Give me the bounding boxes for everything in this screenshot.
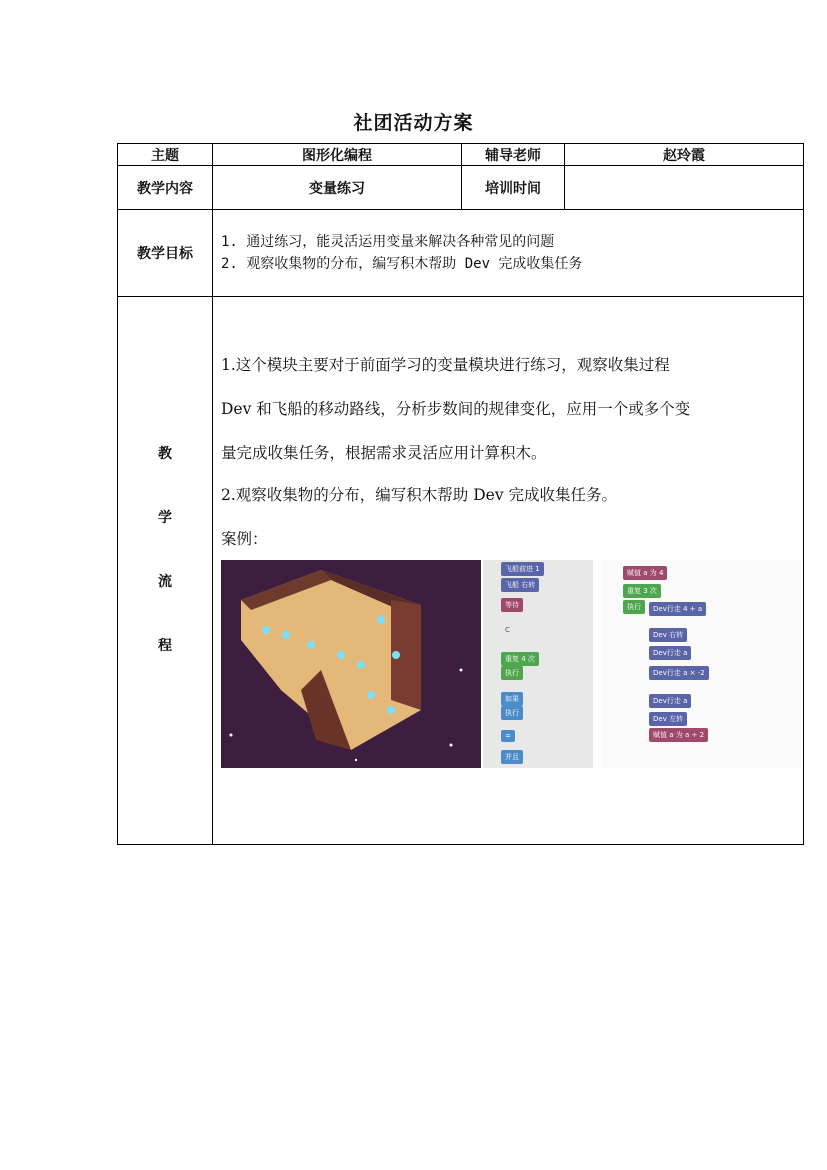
palette-block[interactable]: 等待 xyxy=(501,598,523,612)
process-line: 2.观察收集物的分布，编写积木帮助 Dev 完成收集任务。 xyxy=(221,486,618,504)
goal-item: 2. 观察收集物的分布，编写积木帮助 Dev 完成收集任务 xyxy=(221,256,583,272)
code-block[interactable]: Dev行走 4 + a xyxy=(649,602,706,616)
process-label-char: 学 xyxy=(158,509,172,526)
page-title: 社团活动方案 xyxy=(353,112,474,134)
code-block[interactable]: Dev 右转 xyxy=(649,628,687,642)
palette-block[interactable]: 飞船 右转 xyxy=(501,578,539,592)
process-line: Dev 和飞船的移动路线，分析步数间的规律变化，应用一个或多个变 xyxy=(221,400,691,418)
goals-list xyxy=(213,210,804,297)
palette-block[interactable]: 并且 xyxy=(501,750,523,764)
teacher-value: 赵玲霞 xyxy=(565,144,804,166)
code-block[interactable]: 执行 xyxy=(623,600,645,614)
palette-block[interactable]: 执行 xyxy=(501,666,523,680)
process-line: 案例： xyxy=(221,530,268,548)
goals-label: 教学目标 xyxy=(118,210,213,297)
code-block[interactable]: 赋值 a 为 4 xyxy=(623,566,667,580)
code-block[interactable]: Dev 左转 xyxy=(649,712,687,726)
palette-block[interactable]: = xyxy=(501,730,515,742)
process-label-char: 程 xyxy=(158,637,172,654)
palette-block[interactable]: 重复 4 次 xyxy=(501,652,539,666)
process-label-char: 教 xyxy=(158,445,172,462)
plan-table xyxy=(117,143,804,845)
topic-value: 图形化编程 xyxy=(213,144,462,166)
content-label: 教学内容 xyxy=(118,166,213,210)
process-line: 1.这个模块主要对于前面学习的变量模块进行练习，观察收集过程 xyxy=(221,356,670,374)
time-value xyxy=(565,166,804,210)
process-line: 量完成收集任务，根据需求灵活应用计算积木。 xyxy=(221,444,547,462)
goal-item: 1. 通过练习，能灵活运用变量来解决各种常见的问题 xyxy=(221,234,555,250)
game-scene-illustration xyxy=(221,560,481,768)
palette-block[interactable]: 如果 xyxy=(501,692,523,706)
code-block[interactable]: Dev行走 a xyxy=(649,646,691,660)
game-screenshot xyxy=(221,560,481,768)
code-block[interactable]: Dev行走 a xyxy=(649,694,691,708)
process-label-char: 流 xyxy=(158,573,172,590)
content-value: 变量练习 xyxy=(213,166,462,210)
palette-label: C xyxy=(505,626,510,634)
palette-block[interactable]: 飞船前进 1 xyxy=(501,562,544,576)
time-label: 培训时间 xyxy=(462,166,565,210)
topic-label: 主题 xyxy=(118,144,213,166)
code-block[interactable]: 赋值 a 为 a ÷ 2 xyxy=(649,728,708,742)
palette-block[interactable]: 执行 xyxy=(501,706,523,720)
teacher-label: 辅导老师 xyxy=(462,144,565,166)
code-workspace xyxy=(601,560,801,768)
code-block[interactable]: Dev行走 a × -2 xyxy=(649,666,709,680)
process-label xyxy=(118,297,213,845)
process-content xyxy=(213,297,804,845)
block-palette xyxy=(483,560,593,768)
code-block[interactable]: 重复 3 次 xyxy=(623,584,661,598)
